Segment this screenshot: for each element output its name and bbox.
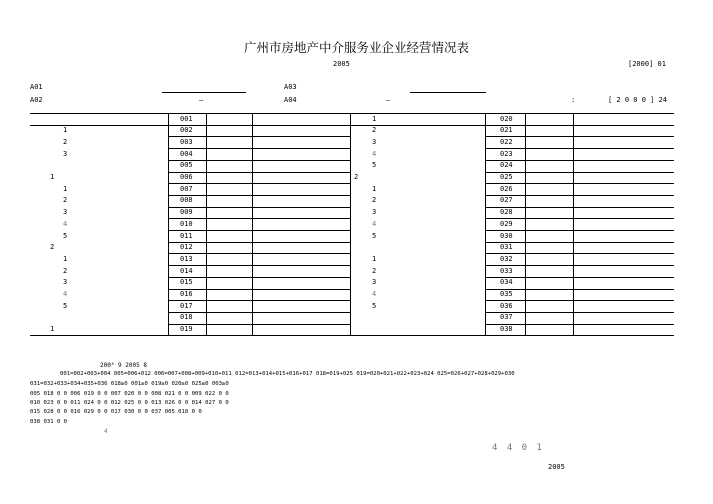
footer-year: 2005 [548,463,565,471]
row-marker-left: 1 [50,173,55,181]
row-code-right: 023 [500,149,513,158]
table-rule [485,242,674,243]
table-rule [485,183,674,184]
row-code-left: 010 [180,219,193,228]
field-a04-dash: — [386,96,391,104]
table-rule [485,253,674,254]
form-number: [2000] 01 [628,60,666,68]
table-rule [168,242,350,243]
row-marker-right: 1 [372,254,377,263]
table-rule [168,289,350,290]
row-code-left: 005 [180,161,193,170]
row-marker-left: 3 [63,149,68,158]
table-rule [168,312,350,313]
row-code-right: 028 [500,208,513,217]
table-rule [168,113,169,335]
row-marker-right: 5 [372,231,377,240]
table-rule [168,230,350,231]
row-marker-left: 1 [63,184,68,193]
row-marker-left: 1 [63,254,68,263]
row-code-left: 015 [180,278,193,287]
table-rule [168,160,350,161]
table-rule [485,172,674,173]
field-a03-label: A03 [284,83,297,91]
table-rule [168,324,350,325]
field-a01-label: A01 [30,83,43,91]
table-rule [525,113,526,335]
row-marker-left: 2 [63,266,68,275]
row-marker-left: 3 [63,278,68,287]
table-rule [30,113,674,114]
row-code-left: 004 [180,149,193,158]
row-code-right: 020 [500,114,513,123]
row-code-right: 032 [500,254,513,263]
table-rule [485,277,674,278]
table-rule [485,289,674,290]
table-rule [168,253,350,254]
table-rule [485,207,674,208]
table-rule [168,207,350,208]
notes-line-5: 010 023 0 0 011 024 0 0 012 025 0 0 013 026 0 0 014 027 0 0 [30,400,229,406]
row-code-left: 013 [180,254,193,263]
table-rule [168,265,350,266]
row-code-right: 029 [500,219,513,228]
field-a02-dash: — [199,96,204,104]
row-code-left: 017 [180,301,193,310]
row-marker-right: 2 [372,126,377,135]
table-rule [485,324,674,325]
row-marker-right: 5 [372,301,377,310]
row-marker-right: 2 [354,173,359,181]
row-code-right: 035 [500,290,513,298]
table-rule [485,265,674,266]
report-year: 2005 [333,60,350,68]
table-rule [485,218,674,219]
approval-reference: [ 2 0 0 0 ] 24 [608,96,668,104]
row-code-right: 030 [500,231,513,240]
table-rule [485,148,674,149]
row-code-left: 011 [180,231,193,240]
row-code-right: 031 [500,243,513,252]
row-code-left: 003 [180,137,193,146]
row-marker-right: 4 [372,149,377,158]
row-marker-left: 3 [63,208,68,217]
row-marker-left: 5 [63,301,68,310]
table-rule [485,125,674,126]
row-code-right: 026 [500,184,513,193]
row-marker-right: 3 [372,137,377,146]
table-rule [573,113,574,335]
notes-line-8: 4 [104,428,108,435]
notes-line-2: 001=002+003+004 005=006+012 006=007+008+009+010+011 012=013+014+015+016+017 018=019+025 019=020+021+022+023+024 025=026+027+028+029+030 [60,371,515,377]
table-rule [485,160,674,161]
table-rule [168,218,350,219]
row-marker-right: 1 [372,184,377,193]
row-code-right: 025 [500,173,513,181]
table-rule [485,300,674,301]
row-code-left: 001 [180,114,193,123]
field-a04-label: A04 [284,96,297,104]
row-code-left: 014 [180,266,193,275]
row-marker-left: 5 [63,231,68,240]
table-rule [485,230,674,231]
row-marker-right: 3 [372,208,377,217]
row-marker-right: 5 [372,161,377,170]
table-rule [485,136,674,137]
table-rule [168,300,350,301]
table-rule [485,312,674,313]
row-code-right: 033 [500,266,513,275]
row-code-right: 034 [500,278,513,287]
field-colon: : [571,96,576,104]
row-code-left: 019 [180,325,193,334]
row-code-left: 002 [180,126,193,135]
row-marker-right: 2 [372,266,377,275]
page-title: 广州市房地产中介服务业企业经营情况表 [243,40,469,55]
row-marker-right: 1 [372,114,377,123]
notes-line-7: 038 031 0 0 [30,419,68,425]
row-code-left: 006 [180,173,193,181]
row-marker-right: 3 [372,278,377,287]
row-marker-left: 2 [63,137,68,146]
table-rule [252,113,253,335]
notes-line-3: 031=032+033+034+035+036 018≥0 001≥0 019≥0 020≥0 025≥0 003≥0 [30,381,229,387]
row-marker-left: 1 [63,126,68,135]
row-code-right: 036 [500,301,513,310]
row-marker-right: 2 [372,196,377,205]
row-marker-left: 2 [50,243,55,252]
row-code-left: 007 [180,184,193,193]
row-code-left: 008 [180,196,193,205]
table-rule [168,148,350,149]
row-marker-left: 4 [63,290,68,298]
row-code-right: 024 [500,161,513,170]
table-rule [168,136,350,137]
row-marker-right: 4 [372,290,377,298]
table-rule [485,113,486,335]
notes-line-6: 015 028 0 0 016 029 0 0 017 030 0 0 037 005 018 0 0 [30,409,202,415]
notes-line-4: 005 018 0 0 006 019 0 0 007 020 0 0 008 021 0 0 009 022 0 0 [30,391,229,397]
row-marker-left: 1 [50,325,55,334]
table-rule [168,172,350,173]
row-code-left: 018 [180,313,193,322]
table-rule [168,277,350,278]
row-code-right: 022 [500,137,513,146]
row-code-right: 037 [500,313,513,322]
table-rule [168,183,350,184]
footer-code: 4 4 0 1 [492,443,544,453]
notes-line-1: 200⁴ 9 2005 8 [100,362,147,369]
row-code-left: 009 [180,208,193,217]
table-rule [206,113,207,335]
row-marker-right: 4 [372,219,377,228]
table-rule [485,195,674,196]
table-rule [168,125,350,126]
table-rule [168,195,350,196]
row-code-left: 016 [180,290,193,298]
table-rule [30,335,674,336]
row-marker-left: 4 [63,219,68,228]
row-code-right: 027 [500,196,513,205]
row-code-right: 038 [500,325,513,334]
field-a02-label: A02 [30,96,43,104]
row-code-left: 012 [180,243,193,252]
table-rule [350,113,351,335]
row-code-right: 021 [500,126,513,135]
row-marker-left: 2 [63,196,68,205]
